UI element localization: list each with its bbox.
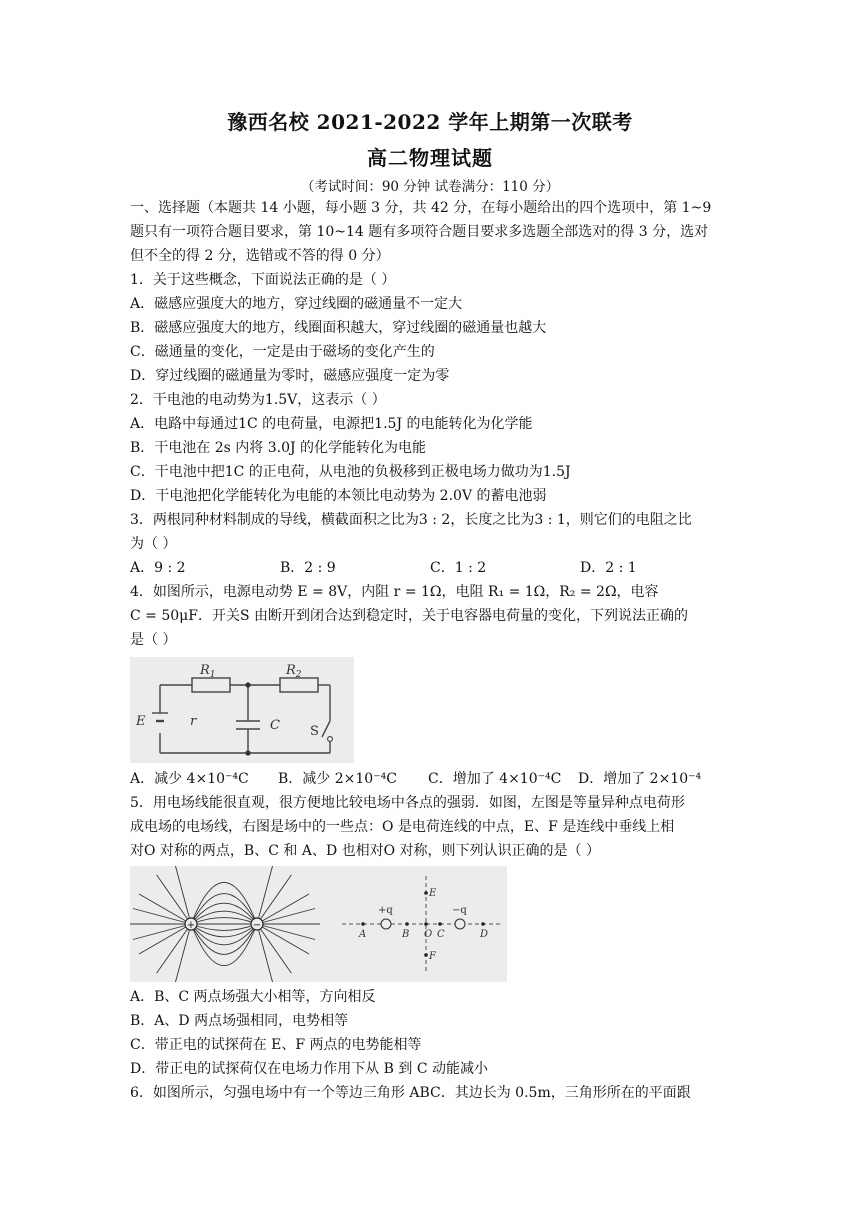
- question-4-stem-cont: 是（ ）: [130, 632, 177, 648]
- exam-info: （考试时间：90 分钟 试卷满分：110 分）: [300, 179, 560, 195]
- label-internal-resistance: r: [190, 714, 197, 729]
- question-2-option-a: A．电路中每通过1C 的电荷量，电源把1.5J 的电能转化为化学能: [130, 416, 533, 432]
- label-minus-q: −q: [452, 905, 467, 916]
- question-3-option-d: D．2 : 1: [580, 560, 637, 576]
- question-3-options: [130, 556, 735, 580]
- question-4-stem: 4．如图所示，电源电动势 E = 8V，内阻 r = 1Ω，电阻 R₁ = 1Ω，R₂ = 2Ω，电容: [130, 584, 659, 600]
- label-f: F: [429, 951, 436, 962]
- label-e: E: [429, 888, 437, 899]
- exam-title: 豫西名校 2021-2022 学年上期第一次联考: [227, 110, 633, 134]
- label-emf: E: [136, 714, 146, 729]
- question-5-option-b: B．A、D 两点场强相同，电势相等: [130, 1013, 349, 1029]
- question-1-stem: 1．关于这些概念，下面说法正确的是（ ）: [130, 272, 396, 288]
- question-5-stem: 5．用电场线能很直观，很方便地比较电场中各点的强弱．如图，左图是等量异种点电荷形: [130, 795, 685, 811]
- question-4-option-d: D．增加了 2×10⁻⁴: [578, 771, 702, 787]
- label-o: O: [424, 929, 433, 940]
- label-capacitor: C: [270, 718, 280, 733]
- question-4-option-c: C．增加了 4×10⁻⁴C: [428, 771, 562, 787]
- question-3-stem: 3．两根同种材料制成的导线，横截面积之比为3 : 2，长度之比为3 : 1，则它们的电阻之比: [130, 512, 692, 528]
- question-1-option-d: D．穿过线圈的磁通量为零时，磁感应强度一定为零: [130, 368, 450, 384]
- section-instructions-line: 题只有一项符合题目要求，第 10~14 题有多项符合题目要求多选题全部选对的得 3 分，选对: [130, 224, 709, 240]
- label-d: D: [480, 929, 489, 940]
- exam-subject: 高二物理试题: [367, 146, 493, 170]
- question-2-stem: 2．干电池的电动势为1.5V，这表示（ ）: [130, 392, 386, 408]
- negative-sign: −: [252, 920, 262, 931]
- label-a: A: [359, 929, 367, 940]
- question-2-option-d: D．干电池把化学能转化为电能的本领比电动势为 2.0V 的蓄电池弱: [130, 488, 547, 504]
- question-5-stem-cont: 成电场的电场线，右图是场中的一些点：O 是电荷连线的中点，E、F 是连线中垂线上相: [130, 819, 675, 835]
- positive-sign: +: [186, 920, 196, 931]
- label-r1: $R_1$: [200, 663, 216, 680]
- question-5-option-d: D．带正电的试探荷仅在电场力作用下从 B 到 C 动能减小: [130, 1061, 489, 1077]
- question-2-option-c: C．干电池中把1C 的正电荷，从电池的负极移到正极电场力做功为1.5J: [130, 464, 571, 480]
- section-instructions-line: 一、选择题（本题共 14 小题，每小题 3 分，共 42 分，在每小题给出的四个选项中，第 1~9: [130, 200, 712, 216]
- question-4-option-a: A．减少 4×10⁻⁴C: [130, 771, 249, 787]
- question-3-option-b: B．2 : 9: [280, 560, 336, 576]
- label-c: C: [437, 929, 445, 940]
- question-1-option-a: A．磁感应强度大的地方，穿过线圈的磁通量不一定大: [130, 296, 463, 312]
- circuit-diagram: [130, 657, 354, 763]
- question-1-option-c: C．磁通量的变化，一定是由于磁场的变化产生的: [130, 344, 435, 360]
- electric-field-diagram: [130, 866, 507, 982]
- question-1-option-b: B．磁感应强度大的地方，线圈面积越大，穿过线圈的磁通量也越大: [130, 320, 547, 336]
- question-5-option-c: C．带正电的试探荷在 E、F 两点的电势能相等: [130, 1037, 422, 1053]
- question-3-stem-cont: 为（ ）: [130, 536, 177, 552]
- question-4-stem-cont: C = 50μF．开关S 由断开到闭合达到稳定时，关于电容器电荷量的变化，下列说法正确的: [130, 608, 689, 624]
- question-5-stem-cont: 对O 对称的两点，B、C 和 A、D 也相对O 对称，则下列认识正确的是（ ）: [130, 843, 600, 859]
- question-5-option-a: A．B、C 两点场强大小相等，方向相反: [130, 989, 376, 1005]
- question-3-option-c: C．1 : 2: [430, 560, 487, 576]
- section-instructions-line: 但不全的得 2 分，选错或不答的得 0 分）: [130, 248, 390, 264]
- label-r2: $R_2$: [286, 663, 302, 680]
- label-b: B: [402, 929, 410, 940]
- label-plus-q: +q: [378, 905, 393, 916]
- question-4-options: [130, 767, 735, 791]
- question-4-option-b: B．减少 2×10⁻⁴C: [278, 771, 397, 787]
- question-2-option-b: B．干电池在 2s 内将 3.0J 的化学能转化为电能: [130, 440, 427, 456]
- question-3-option-a: A．9 : 2: [130, 560, 186, 576]
- label-switch: S: [310, 724, 319, 739]
- question-6-stem: 6．如图所示，匀强电场中有一个等边三角形 ABC．其边长为 0.5m，三角形所在的平面跟: [130, 1085, 691, 1101]
